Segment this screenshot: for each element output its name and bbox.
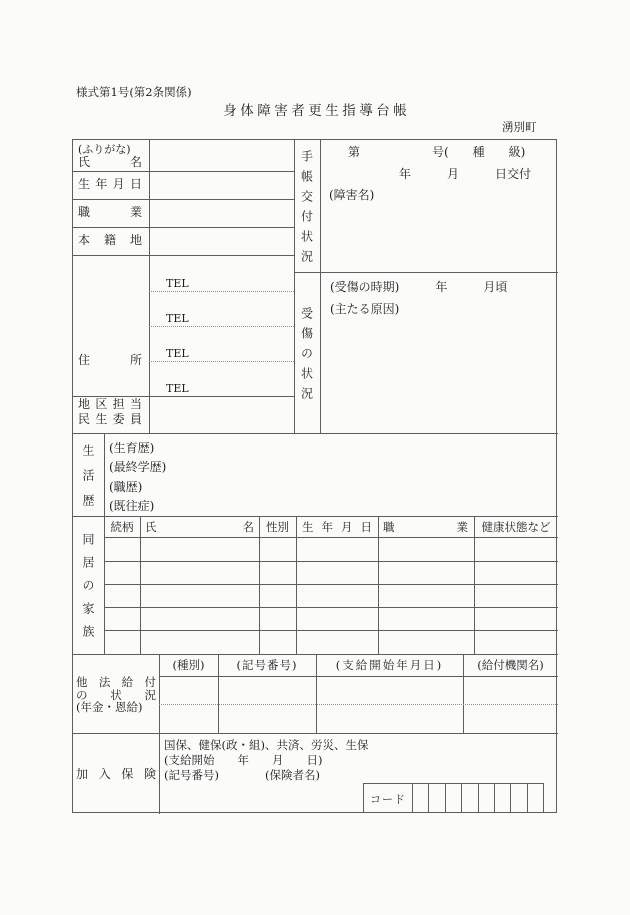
life-history-content — [109, 439, 166, 517]
family-header-sex: 性別 — [266, 520, 289, 534]
grid-line — [104, 630, 558, 631]
code-label: コード — [370, 792, 406, 806]
tel-label: TEL — [166, 312, 189, 325]
grid-line — [73, 199, 294, 200]
grid-line — [159, 676, 558, 677]
tel-label: TEL — [166, 277, 189, 290]
grid-line — [73, 733, 558, 734]
dotted-line — [149, 326, 294, 327]
dotted-line — [159, 704, 558, 705]
grid-line — [104, 607, 558, 608]
grid-line — [104, 537, 558, 538]
grid-line — [159, 654, 160, 814]
insurance-label: 加 入 保 険 — [76, 767, 156, 781]
grid-line — [73, 227, 294, 228]
other-benefits-label-line1: 他 法 給 付 — [76, 675, 156, 689]
benefit-header-start-date: (支給開始年月日) — [335, 658, 444, 672]
furigana-label: (ふりがな) — [78, 143, 131, 156]
injury-status-strip — [294, 272, 320, 433]
benefit-header-symbol-number: (記号番号) — [236, 658, 298, 672]
grid-line — [149, 140, 150, 433]
family-header-birthdate: 生 年 月 日 — [302, 520, 372, 534]
code-digit-cell — [494, 784, 510, 813]
insurance-content — [164, 738, 368, 784]
dotted-line — [149, 361, 294, 362]
insurance-symbol-line: (記号番号) (保険者名) — [164, 768, 320, 783]
injury-period-line: (受傷の時期) 年 月頃 — [330, 280, 508, 294]
domicile-label: 本 籍 地 — [78, 233, 142, 247]
handbook-status-strip — [294, 140, 320, 272]
code-digit-cell — [445, 784, 461, 813]
life-history-strip-label: 生活歴 — [81, 443, 95, 519]
grid-line — [73, 654, 558, 655]
benefit-header-type: (種別) — [172, 658, 205, 672]
form-number: 様式第1号(第2条関係) — [76, 85, 192, 99]
family-header-name: 氏 名 — [145, 520, 254, 534]
code-digit-cell — [478, 784, 494, 813]
name-label: 氏 名 — [78, 155, 142, 169]
code-digit-cell — [510, 784, 526, 813]
grid-line — [73, 255, 294, 256]
tel-label: TEL — [166, 347, 189, 360]
occupation-label: 職 業 — [78, 205, 142, 219]
handbook-status-strip-label: 手帳交付状況 — [299, 150, 314, 270]
life-history-line: (既往症) — [109, 499, 155, 514]
grid-line — [73, 433, 558, 434]
life-history-line: (最終学歴) — [109, 460, 167, 475]
insurance-types-line: 国保、健保(政・組)、共済、労災、生保 — [164, 738, 369, 752]
dotted-line — [149, 291, 294, 292]
grid-line — [294, 272, 558, 273]
grid-line — [104, 584, 558, 585]
family-strip — [73, 516, 104, 654]
grid-line — [104, 433, 105, 654]
life-history-strip — [73, 433, 104, 519]
commissioner-label-line1: 地 区 担 当 — [78, 397, 142, 411]
handbook-date-line: 年 月 日交付 — [399, 167, 532, 181]
benefit-header-agency: (給付機関名) — [477, 658, 544, 672]
code-box — [363, 783, 544, 813]
code-digit-cell — [527, 784, 543, 813]
page-title: 身体障害者更生指導台帳 — [223, 103, 411, 119]
family-header-relationship: 続柄 — [110, 520, 134, 534]
birthdate-label: 生 年 月 日 — [78, 177, 142, 191]
grid-line — [73, 171, 294, 172]
address-label: 住 所 — [78, 353, 142, 367]
code-digit-cell — [412, 784, 428, 813]
life-history-line: (職歴) — [109, 479, 143, 494]
commissioner-label-line2: 民 生 委 員 — [78, 412, 142, 426]
disability-name-line: (障害名) — [329, 188, 375, 202]
handbook-number-line: 第 号( 種 級) — [348, 145, 526, 159]
other-benefits-label — [76, 676, 156, 714]
life-history-line: (生育歴) — [109, 441, 155, 455]
family-header-occupation: 職 業 — [383, 520, 468, 534]
insurance-start-line: (支給開始 年 月 日) — [164, 753, 323, 768]
municipality-name: 湧別町 — [502, 120, 537, 134]
tel-label: TEL — [166, 382, 189, 395]
ledger-table — [72, 139, 557, 813]
code-digit-cell — [428, 784, 444, 813]
other-benefits-label-line2: の 状 況 — [76, 687, 156, 702]
injury-status-strip-label: 受傷の状況 — [299, 306, 314, 407]
code-digit-cell — [461, 784, 477, 813]
grid-line — [104, 561, 558, 562]
grid-line — [320, 140, 321, 433]
family-strip-label: 同居の家族 — [81, 533, 95, 648]
injury-cause-line: (主たる原因) — [330, 302, 400, 316]
family-header-health: 健康状態など — [481, 520, 551, 534]
other-benefits-label-line3: (年金・恩給) — [76, 700, 143, 715]
